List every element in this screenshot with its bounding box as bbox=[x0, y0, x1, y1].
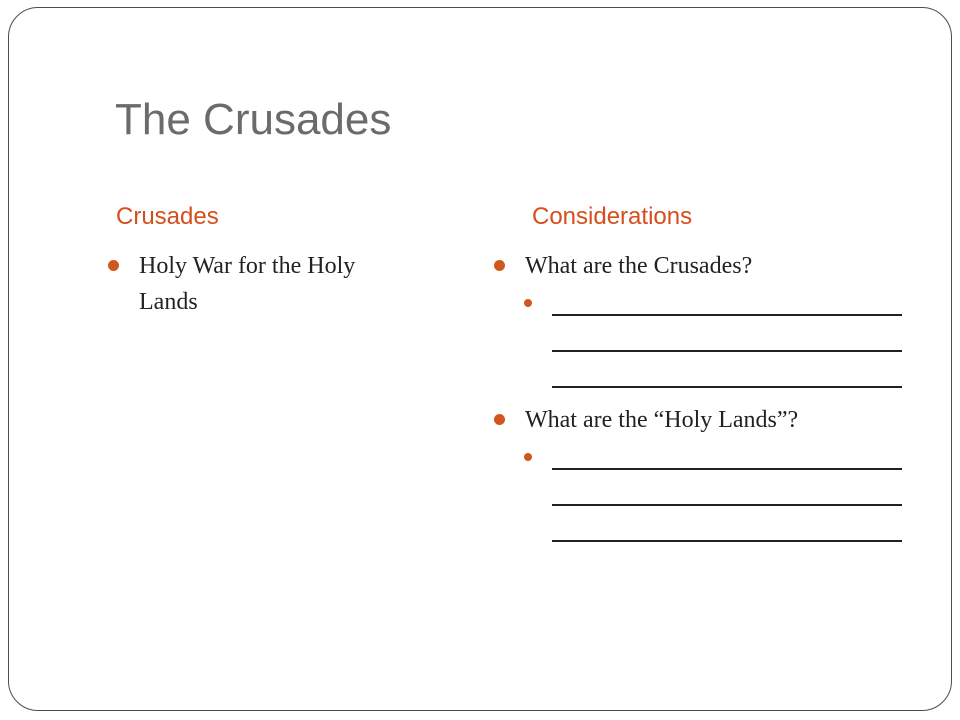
answer-blank-item bbox=[524, 288, 914, 388]
blank-line bbox=[552, 470, 902, 506]
question-item bbox=[494, 248, 914, 284]
answer-blank bbox=[552, 442, 902, 542]
list-item bbox=[108, 248, 408, 320]
blank-line bbox=[552, 316, 902, 352]
left-column-heading: Crusades bbox=[116, 203, 219, 230]
bullet-text: Holy War for the Holy Lands bbox=[139, 253, 356, 315]
bullet-icon bbox=[494, 414, 505, 425]
slide-frame bbox=[8, 7, 952, 711]
bullet-icon bbox=[108, 260, 119, 271]
blank-line bbox=[552, 288, 902, 316]
answer-blank-item bbox=[524, 442, 914, 542]
blank-line bbox=[552, 506, 902, 542]
sub-bullet-icon bbox=[524, 299, 532, 307]
right-bullet-list bbox=[494, 248, 914, 542]
blank-line bbox=[552, 352, 902, 388]
question-text: What are the Crusades? bbox=[525, 253, 753, 279]
sub-bullet-icon bbox=[524, 453, 532, 461]
answer-blank bbox=[552, 288, 902, 388]
slide-title: The Crusades bbox=[115, 95, 392, 144]
question-text: What are the “Holy Lands”? bbox=[525, 407, 799, 433]
left-bullet-list bbox=[108, 248, 408, 320]
right-column-heading: Considerations bbox=[532, 203, 693, 230]
bullet-icon bbox=[494, 260, 505, 271]
blank-line bbox=[552, 442, 902, 470]
question-item bbox=[494, 402, 914, 438]
